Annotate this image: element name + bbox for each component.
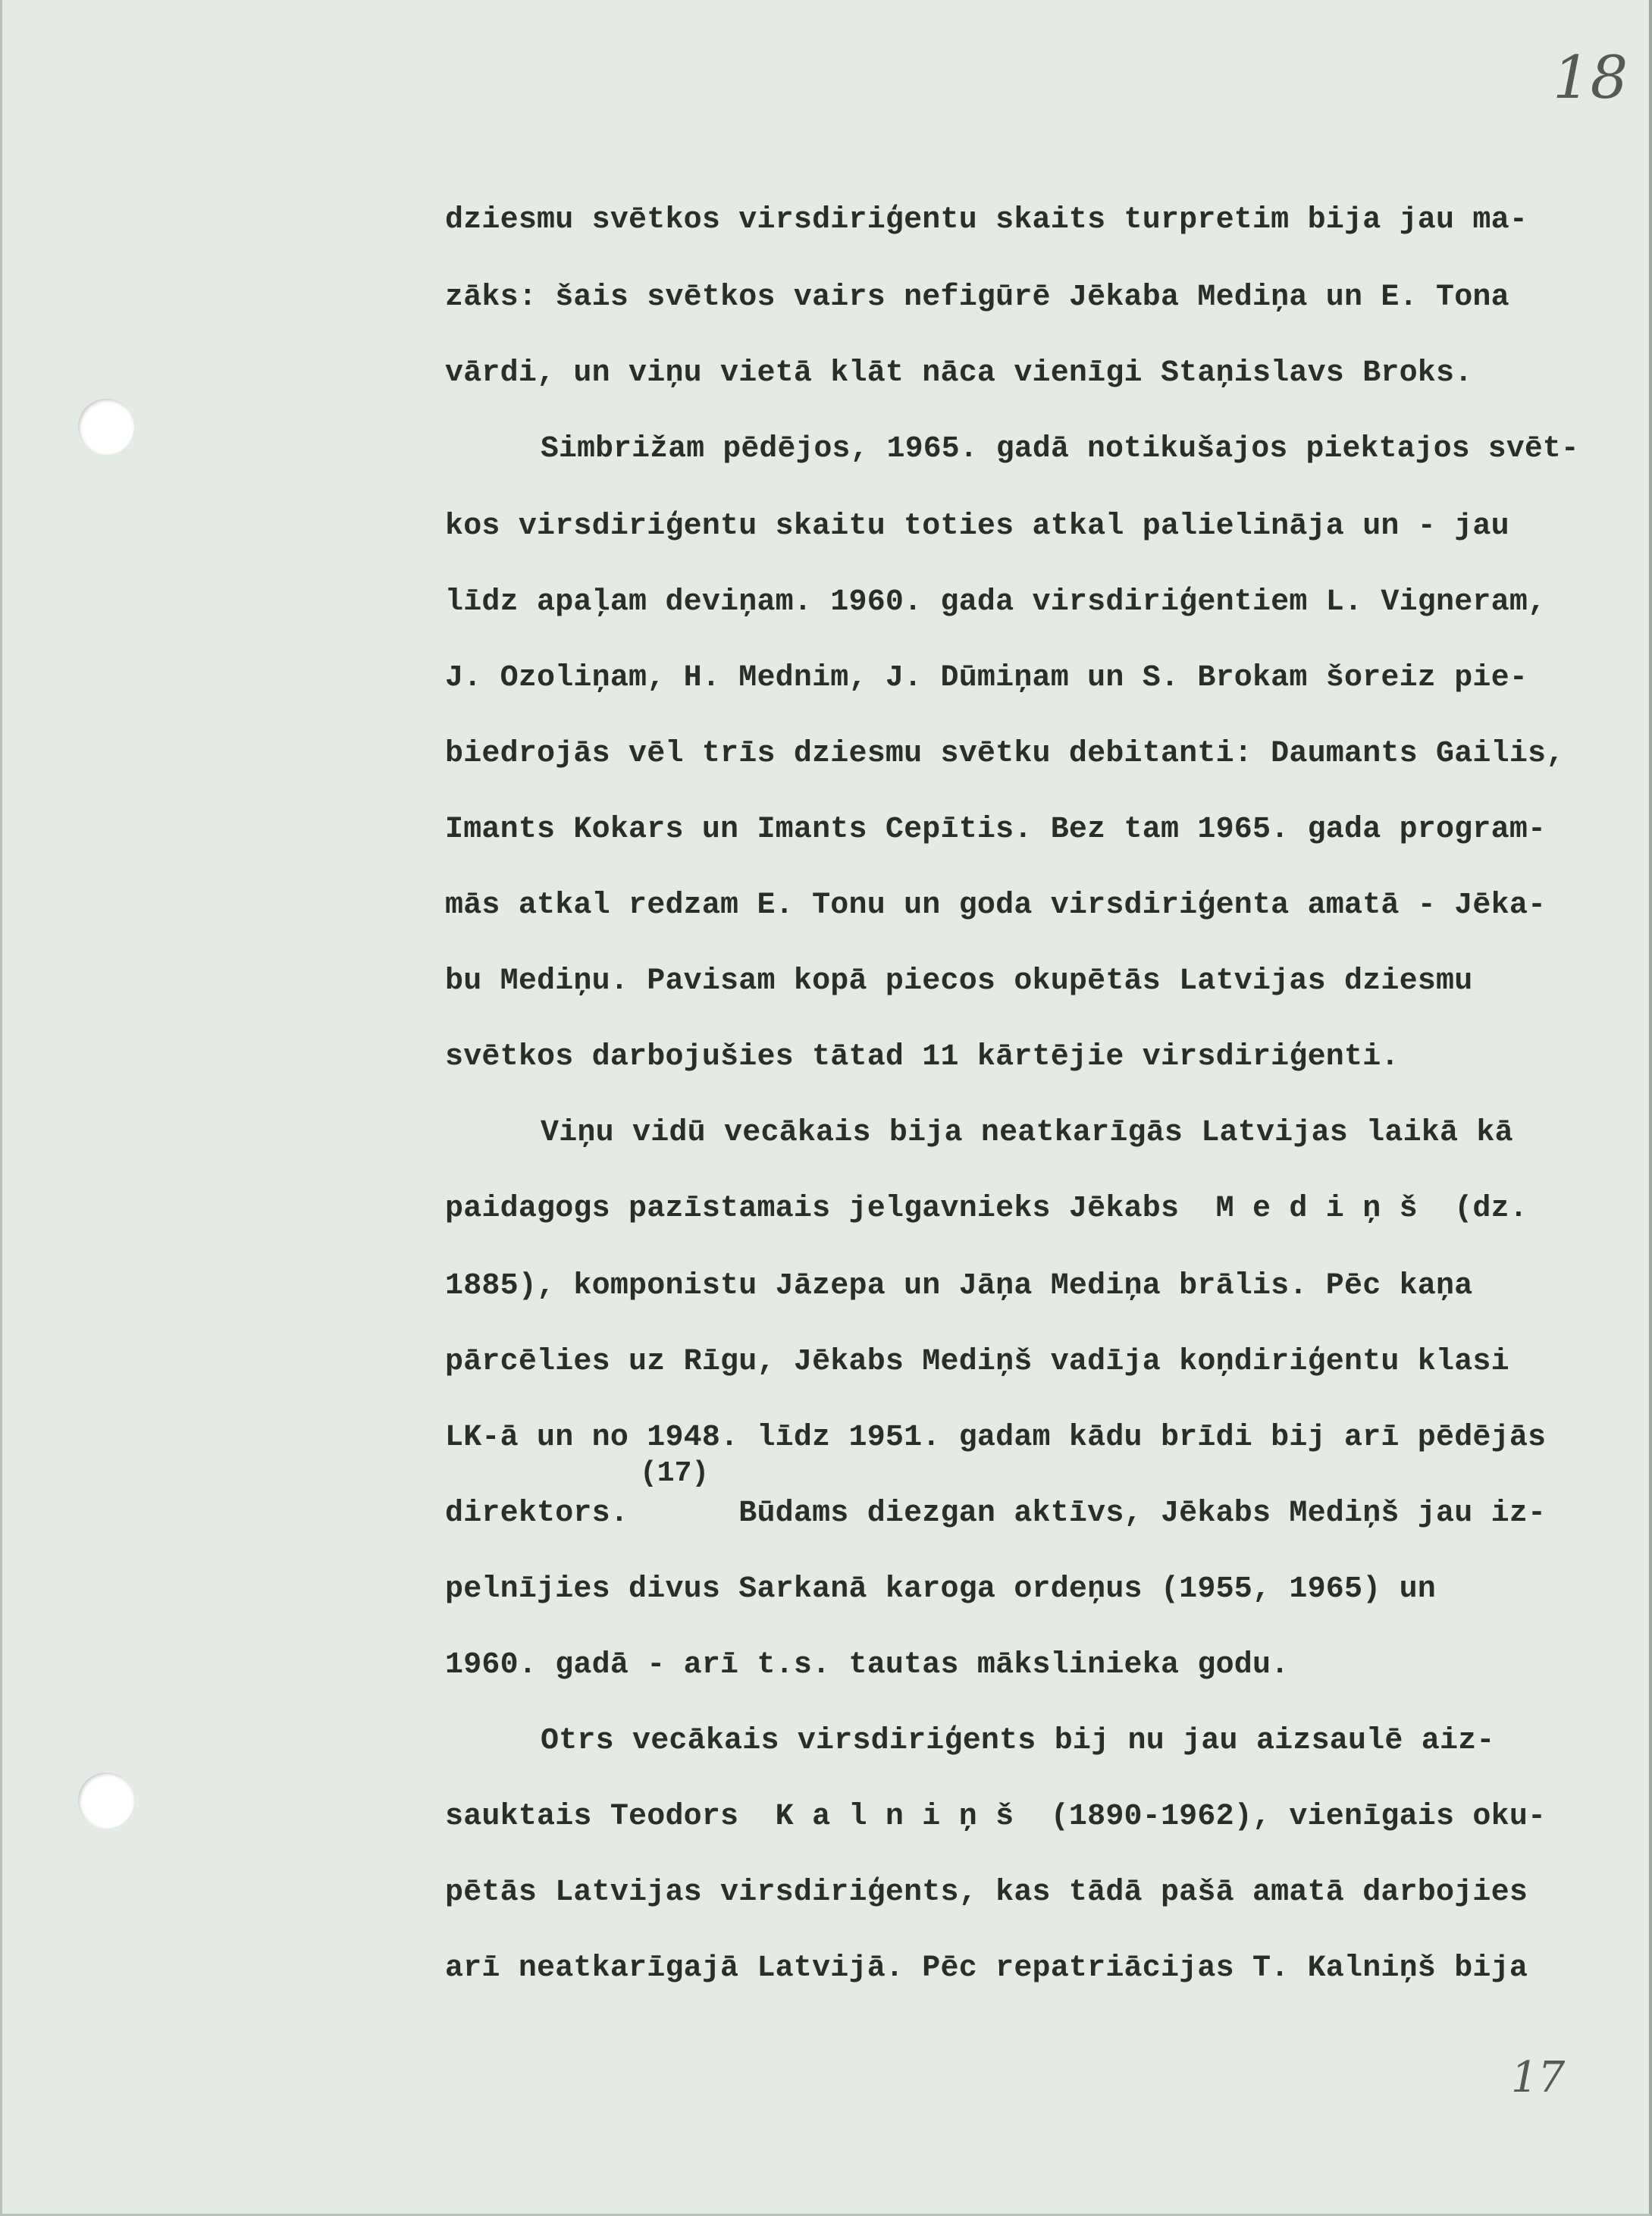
text-line: pētās Latvijas virsdiriģents, kas tādā pašā amatā darbojies (445, 1876, 1528, 1910)
typewritten-text (2, 0, 1652, 2216)
text-line: biedrojās vēl trīs dziesmu svētku debitanti: Daumants Gailis, (445, 737, 1565, 771)
text-line: sauktais Teodors K a l n i ņ š (1890-1962), vienīgais oku- (445, 1800, 1547, 1834)
text-line: bu Mediņu. Pavisam kopā piecos okupētās Latvijas dziesmu (445, 964, 1473, 998)
text-line: Simbrižam pēdējos, 1965. gadā notikušajos piektajos svēt- (541, 432, 1579, 466)
text-line: svētkos darbojušies tātad 11 kārtējie virsdiriģenti. (445, 1040, 1400, 1074)
footnote-reference: (17) (640, 1457, 710, 1490)
text-line: 1960. gadā - arī t.s. tautas mākslinieka godu. (445, 1648, 1290, 1682)
handwritten-page-number: 17 (1511, 2053, 1566, 2102)
text-line: LK-ā un no 1948. līdz 1951. gadam kādu brīdi bij arī pēdējās (445, 1421, 1547, 1455)
text-line: J. Ozoliņam, H. Mednim, J. Dūmiņam un S. Brokam šoreiz pie- (445, 661, 1528, 695)
text-line: pelnījies divus Sarkanā karoga ordeņus (1955, 1965) un (445, 1572, 1437, 1606)
text-line: mās atkal redzam E. Tonu un goda virsdiriģenta amatā - Jēka- (445, 889, 1547, 923)
text-line: Otrs vecākais virsdiriģents bij nu jau aizsaulē aiz- (541, 1724, 1495, 1758)
text-line: līdz apaļam deviņam. 1960. gada virsdiriģentiem L. Vigneram, (445, 585, 1547, 619)
text-line: vārdi, un viņu vietā klāt nāca vienīgi Staņislavs Broks. (445, 356, 1473, 390)
text-line: arī neatkarīgajā Latvijā. Pēc repatriācijas T. Kalniņš bija (445, 1951, 1528, 1986)
text-line: Imants Kokars un Imants Cepītis. Bez tam 1965. gada program- (445, 813, 1547, 847)
text-line: zāks: šais svētkos vairs nefigūrē Jēkaba Mediņa un E. Tona (445, 281, 1509, 315)
text-line: direktors. Būdams diezgan aktīvs, Jēkabs Mediņš jau iz- (445, 1497, 1547, 1531)
text-line: dziesmu svētkos virsdiriģentu skaits turpretim bija jau ma- (445, 203, 1528, 237)
handwritten-page-number: 18 (1553, 44, 1628, 112)
text-line: Viņu vidū vecākais bija neatkarīgās Latvijas laikā kā (541, 1116, 1513, 1150)
text-line: kos virsdiriģentu skaitu toties atkal palielināja un - jau (445, 509, 1509, 544)
text-line: paidagogs pazīstamais jelgavnieks Jēkabs M e d i ņ š (dz. (445, 1192, 1528, 1226)
text-line: pārcēlies uz Rīgu, Jēkabs Mediņš vadīja koņdiriģentu klasi (445, 1345, 1509, 1379)
text-line: 1885), komponistu Jāzepa un Jāņa Mediņa brālis. Pēc kaņa (445, 1269, 1473, 1303)
